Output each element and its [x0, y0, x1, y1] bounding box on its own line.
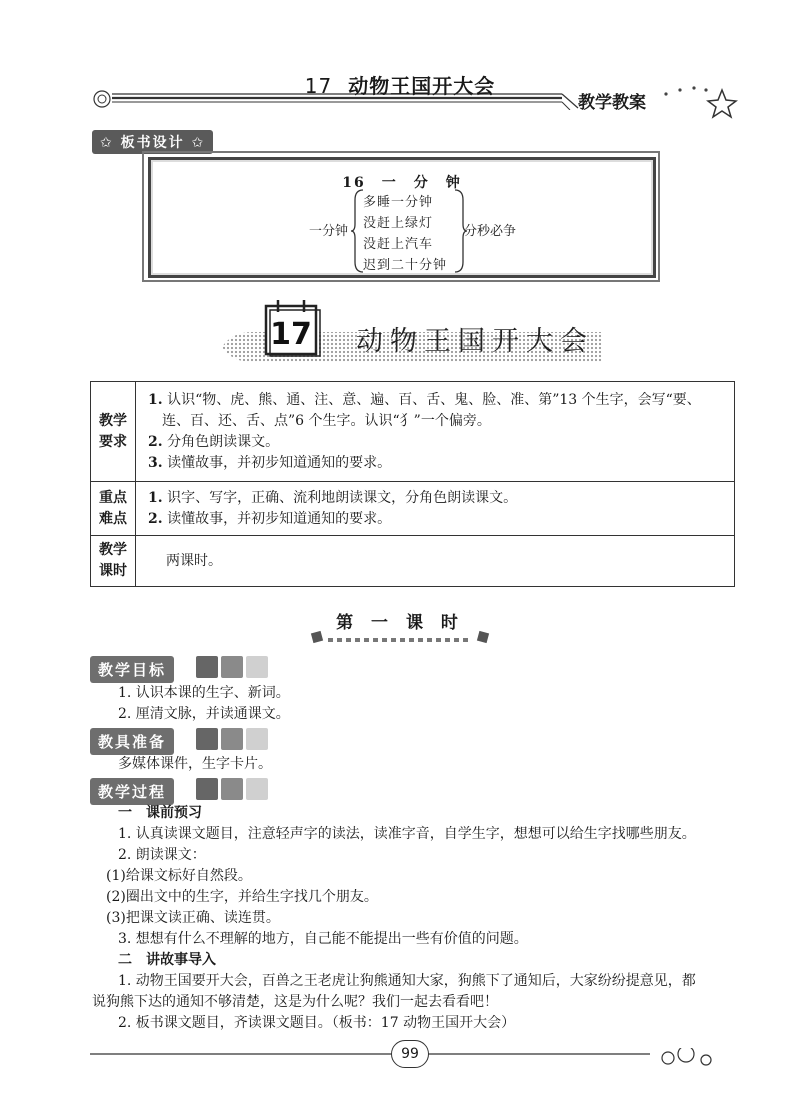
list-item: 3. 读懂故事，并初步知道通知的要求。 — [148, 454, 392, 471]
table-row-label: 教学 要求 — [91, 382, 136, 482]
board-item: 没赶上绿灯 — [363, 216, 434, 231]
process-section-heading: 二 讲故事导入 — [118, 952, 216, 968]
lesson-objectives-table — [90, 381, 735, 587]
teaching-process-label: 教学过程 — [90, 778, 174, 805]
page-number: 99 — [391, 1040, 429, 1068]
tools-text: 多媒体课件，生字卡片。 — [118, 756, 272, 772]
list-item: 1. 认识“物、虎、熊、通、注、意、遍、百、舌、鬼、脸、准、第”13 个生字，会写“要、连、百、还、舌、点”6 个生字。认识“犭”一个偏旁。 — [148, 391, 701, 429]
board-left-term: 一分钟 — [309, 224, 349, 239]
table-row-label: 教学 课时 — [91, 536, 136, 587]
table-row — [91, 536, 735, 587]
table-row — [91, 382, 735, 482]
process-line: (3)把课文读正确、读连贯。 — [106, 910, 280, 926]
table-row-label: 重点 难点 — [91, 482, 136, 536]
banner-number: 17 — [270, 317, 312, 352]
list-item: 1. 识字、写字，正确、流利地朗读课文，分角色朗读课文。 — [148, 489, 518, 506]
process-line: 2. 板书课文题目，齐读课文题目。（板书：17 动物王国开大会） — [118, 1015, 516, 1031]
table-row-content — [136, 382, 735, 482]
process-line: (1)给课文标好自然段。 — [106, 868, 252, 884]
class-hours-text: 两课时。 — [136, 536, 735, 587]
board-item: 迟到二十分钟 — [363, 258, 448, 273]
process-line: 3. 想想有什么不理解的地方，自己能不能提出一些有价值的问题。 — [118, 931, 528, 947]
process-line: 2. 朗读课文： — [118, 847, 206, 863]
heading-underline-decoration — [310, 630, 490, 646]
list-item: 2. 读懂故事，并初步知道通知的要求。 — [148, 510, 392, 527]
first-lesson-heading: 第 一 课 时 — [336, 613, 464, 633]
calendar-icon — [262, 298, 322, 358]
teaching-tools-label: 教具准备 — [90, 728, 174, 755]
header-lesson-number: 17 — [304, 74, 333, 98]
blackboard — [148, 157, 656, 278]
board-design-label: ✩ 板书设计 ✩ — [92, 130, 213, 154]
lesson-banner-title: 动物王国开大会 — [356, 326, 594, 357]
table-row-content — [136, 482, 735, 536]
process-line: 1. 动物王国要开大会，百兽之王老虎让狗熊通知大家，狗熊下了通知后，大家纷纷提意见，都 — [118, 973, 696, 989]
process-line: (2)圈出文中的生字，并给生字找几个朋友。 — [106, 889, 378, 905]
board-title: 16 一 分 钟 — [342, 175, 462, 191]
header-lesson-title: 动物王国开大会 — [348, 74, 496, 98]
process-line: 说狗熊下达的通知不够清楚，这是为什么呢？我们一起去看看吧！ — [92, 994, 498, 1010]
list-item: 2. 分角色朗读课文。 — [148, 433, 280, 450]
goal-item: 2. 厘清文脉，并读通课文。 — [118, 706, 290, 722]
process-section-heading: 一 课前预习 — [118, 805, 202, 821]
section-squares-decoration — [196, 778, 271, 804]
table-row — [91, 482, 735, 536]
board-right-term: 分秒必争 — [464, 224, 517, 239]
process-line: 1. 认真读课文题目，注意轻声字的读法，读准字音，自学生字，想想可以给生字找哪些朋友。 — [118, 826, 696, 842]
book-label: 教学教案 — [578, 93, 646, 113]
section-squares-decoration — [196, 656, 271, 682]
board-item: 多睡一分钟 — [363, 195, 434, 210]
section-squares-decoration — [196, 728, 271, 754]
goal-item: 1. 认识本课的生字、新词。 — [118, 685, 290, 701]
star-decoration-icon — [662, 80, 742, 120]
board-item: 没赶上汽车 — [363, 237, 434, 252]
teaching-goals-label: 教学目标 — [90, 656, 174, 683]
